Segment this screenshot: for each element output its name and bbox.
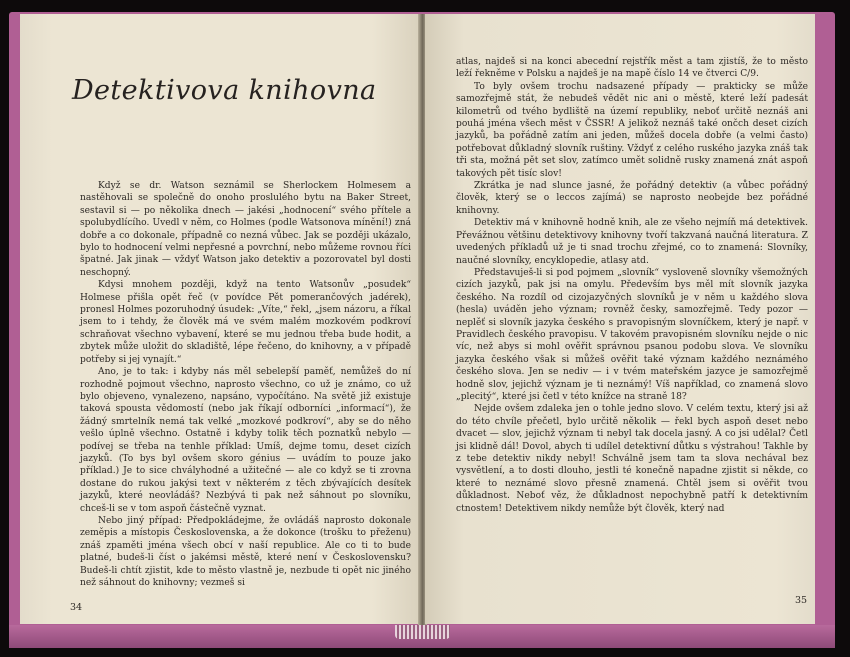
paragraph: Nejde ovšem zdaleka jen o tohle jedno slovo. V celém textu, který jsi až do této chvíle přečetl, bylo určitě několik — řekl bych aspoň deset nebo dvacet — slov, jejichž význam ti nebyl tak docela jasný. A co jsi udělal? Četl jsi klidně dál! Dovol, abych ti udílel detektivní důtku s výstrahou! Takhle by z tebe detektiv nikdy nebyl! Schválně jsem tam ta slova nechával bez vysvětlení, a to dosti dlouho, jestli té konečně napadne zjistit si někde, co které to neznámé slovo přesně znamená. Chtěl jsem si ověřit tvou důkladnost. Neboť věz, že důkladnost nepochybně patří k detektivním ctnostem! Detektivem nikdy nemůže být člověk, který nad: [456, 404, 808, 514]
page-number-right: 35: [795, 595, 808, 606]
page-number-left: 34: [70, 602, 83, 613]
paragraph: Ano, je to tak: i kdyby nás měl sebelepší paměť, nemůžeš do ní rozhodně pojmout všechno, naprosto všechno, co už je známo, co už bylo objeveno, vynalezeno, napsáno, vypočítáno. Na světě již existuje taková spousta vědomostí (nebo jak říkají odborníci „informací“), že žádný smrtelník nemá tak velké „mozkové podkroví“, aby se do něho vešlo úplně všechno. Ostatně i kdyby tolik těch poznatků nebylo — podívej se třeba na tenhle příklad: Umíš, dejme tomu, deset cizích jazyků. (To bys byl ovšem skoro génius — uvádím to pouze jako příklad.) Je to sice chvályhodné a užitečné — ale co když se ti zrovna dostane do rukou jakýsi text v některém z těch zbývajících desítek jazyků, které neovládáš? Nezbývá ti pak než sáhnout po slovníku, chceš-li se v tom aspoň částečně vyznat.: [80, 367, 411, 514]
paragraph: Detektiv má v knihovně hodně knih, ale ze všeho nejmíň má detektivek. Převážnou většinu detektivovy knihovny tvoří takzvaná naučná literatura. Z uvedených příkladů už je ti snad trochu zřejmé, co to znamená: Slovníky, naučné slovníky, encyklopedie, atlasy atd.: [456, 218, 808, 266]
paragraph: Kdysi mnohem později, když na tento Watsonův „posudek“ Holmese přišla opět řeč (v povídce Pět pomerančových jadérek), pronesl Holmes pozoruhodný úsudek: „Víte,“ řekl, „jsem názoru, a říkal jsem to i tehdy, že člověk má ve svém malém mozkovém podkroví schraňovat všechno vybavení, které se mu jednou třeba bude hodit, a zbytek může uložit do skladiště, lépe řečeno, do knihovny, a v případě potřeby si jej vynajít.“: [80, 280, 411, 365]
left-page-text: [80, 180, 411, 589]
paragraph: Když se dr. Watson seznámil se Sherlockem Holmesem a nastěhovali se společně do onoho proslulého bytu na Baker Street, sestavil si — po několika dnech — jakési „hodnocení“ svého přítele a spolubydlícího. Uvedl v něm, co Holmes (podle Watsonova mínění!) zná dobře a co dokonale, případně co nezná vůbec. Jak se později ukázalo, bylo to hodnocení velmi nepřesné a povrchní, nebo můžeme rovnou říci špatné. Jak jinak — vždyť Watson jako detektiv a pozorovatel byl dosti neschopný.: [80, 181, 411, 278]
paragraph: Představuješ-li si pod pojmem „slovník“ vysloveně slovníky všemožných cizích jazyků, pak jsi na omylu. Především bys měl mít slovník jazyka českého. Na rozdíl od cizojazyčných slovníků je v něm u každého slova (hesla) uváděn jeho význam; rovněž česky, samozřejmě. Tedy pozor — neplěť si slovník jazyka českého s pravopisným slovníčkem, který je např. v Pravidlech českého pravopisu. V takovém pravopisném slovníku nejde o nic víc, než abys si mohl ověřit správnou psanou podobu slova. Ve slovníku jazyka českého však si můžeš ověřit také význam každého neznámého českého slova. Jen se nediv — i v tvém mateřském jazyce je samozřejmě hodně slov, jejichž význam je ti neznámý! Víš například, co znamená slovo „plecitý“, které jsi četl v této knížce na straně 18?: [456, 267, 808, 402]
paragraph: Nebo jiný případ: Předpokládejme, že ovládáš naprosto dokonale zeměpis a místopis Československa, a že dokonce (trošku to přeženu) znáš zpaměti jména všech obcí v naší republice. Ale co ti to bude platné, budeš-li číst o jakémsi městě, které není v Československu? Budeš-li chtít zjistit, kde to město vlastně je, nezbude ti opět nic jiného než sáhnout do knihovny; vezmeš si: [80, 515, 411, 588]
left-page: [20, 14, 420, 624]
paragraph: To byly ovšem trochu nadsazené případy — prakticky se může samozřejmě stát, že nebudeš vědět nic ani o městě, které leží padesát kilometrů od tvého bydliště na území republiky, neboť určitě neznáš ani pouhá jména všech měst v ČSSR! A jelikož neznáš také ončch deset cizích jazyků, ba pořádně zatím ani jeden, můžeš docela dobře (a velmi často) potřebovat důkladný slovník ruštiny. Vždyť z celého ruského jazyka znáš tak tři sta, možná pět set slov, zatímco umět solidně rusky znamená znát aspoň takových pět tisíc slov!: [456, 81, 808, 179]
chapter-title: Detektivova knihovna: [72, 75, 377, 106]
paragraph: Zkrátka je nad slunce jasné, že pořádný detektiv (a vůbec pořádný člověk, který se o leccos zajímá) se naprosto neobejde bez pořádné knihovny.: [456, 181, 808, 216]
paragraph: atlas, najdeš si na konci abecední rejstřík měst a tam zjistíš, že to město leží řekněme v Polsku a najdeš je na mapě číslo 14 ve čtverci C/9.: [456, 57, 808, 80]
book-headband: [395, 625, 450, 639]
right-page-text: [456, 56, 808, 515]
right-page: [425, 14, 815, 624]
